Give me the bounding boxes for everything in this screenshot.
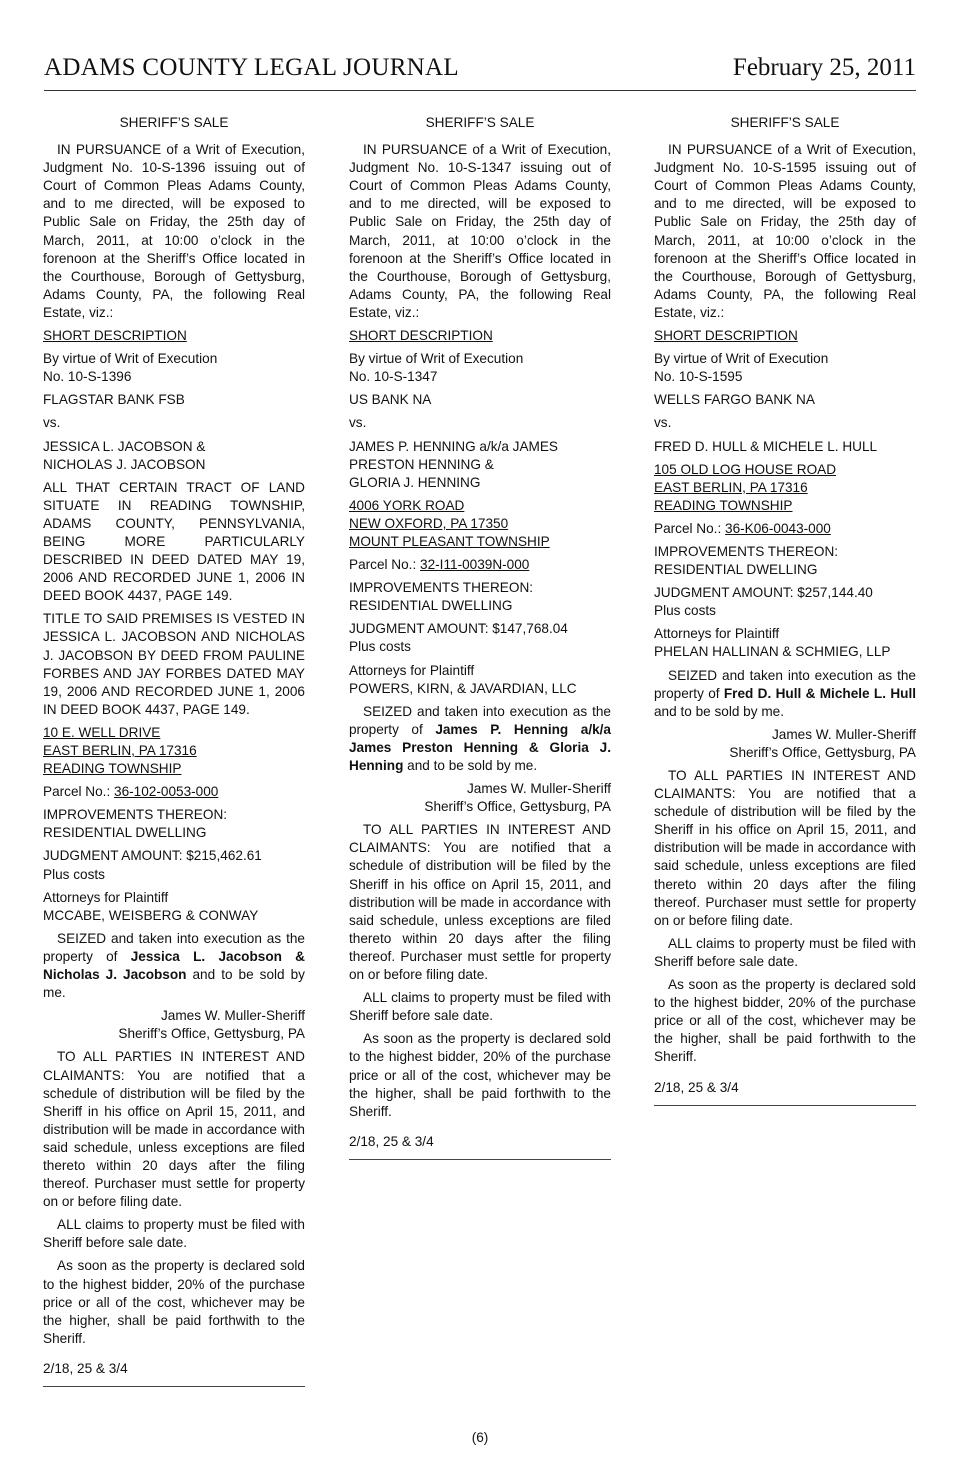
notice-intro: IN PURSUANCE of a Writ of Execution, Judgment No. 10-S-1595 issuing out of Court of Common Pleas Adams County, and to me directed, will be exposed to Public Sale on Friday, the 25th day of March, 2011, at 10:00 o’clock in the forenoon at the Sheriff’s Office located in the Courthouse, Borough of Gettysburg, Adams County, PA, the following Real Estate, viz.: (654, 142, 916, 320)
attorneys: Attorneys for Plaintiff MCCABE, WEISBERG & CONWAY (43, 889, 259, 923)
claims-notice: ALL claims to property must be filed with Sheriff before sale date. (349, 990, 611, 1024)
sheriff-signature: James W. Muller-Sheriff Sheriff’s Office, Gettysburg, PA (424, 781, 611, 815)
sheriff-sale-notice-1 (43, 114, 305, 1387)
payment-notice: As soon as the property is declared sold to the highest bidder, 20% of the purchase price or all of the cost, whichever may be the higher, shall be paid forthwith to the Sheriff. (654, 977, 916, 1065)
notice-title: SHERIFF’S SALE (730, 115, 840, 130)
seized-statement: SEIZED and taken into execution as the property of Jessica L. Jacobson & Nicholas J. Jacobson and to be sold by me. (43, 930, 305, 1001)
publication-dates: 2/18, 25 & 3/4 (349, 1133, 434, 1149)
versus: vs. (349, 415, 367, 431)
property-address: 4006 YORK ROAD NEW OXFORD, PA 17350 MOUNT PLEASANT TOWNSHIP (349, 497, 550, 549)
seized-statement: SEIZED and taken into execution as the property of Fred D. Hull & Michele L. Hull and to be sold by me. (654, 667, 916, 719)
property-address: 105 OLD LOG HOUSE ROAD EAST BERLIN, PA 17316 READING TOWNSHIP (654, 461, 837, 513)
writ-info: By virtue of Writ of Execution No. 10-S-1595 (654, 351, 829, 385)
sheriff-signature: James W. Muller-Sheriff Sheriff’s Office, Gettysburg, PA (729, 726, 916, 760)
claims-notice: ALL claims to property must be filed with Sheriff before sale date. (43, 1217, 305, 1251)
judgment-amount: JUDGMENT AMOUNT: $257,144.40 Plus costs (654, 585, 873, 619)
publication-dates: 2/18, 25 & 3/4 (43, 1360, 128, 1376)
page-number: (6) (471, 1430, 489, 1445)
short-description-heading: SHORT DESCRIPTION (654, 328, 798, 344)
notice-divider (43, 1386, 305, 1387)
parties-notice: TO ALL PARTIES IN INTEREST AND CLAIMANTS: You are notified that a schedule of distribution will be filed by the Sheriff in his office on April 15, 2011, and distribution will be made in accordance with said schedule, unless exceptions are filed thereto within 20 days after the filing thereof. Purchaser must settle for property on or before filing date. (43, 1049, 305, 1210)
parcel-number: Parcel No.: 36-K06-0043-000 (654, 520, 831, 536)
issue-date: February 25, 2011 (732, 54, 916, 81)
publication-dates: 2/18, 25 & 3/4 (654, 1079, 739, 1095)
title-vesting: TITLE TO SAID PREMISES IS VESTED IN JESSICA L. JACOBSON AND NICHOLAS J. JACOBSON BY DEED FROM PAULINE FORBES AND JAY FORBES DATED MAY 19, 2006 AND RECORDED JUNE 1, 2006 IN DEED BOOK 4437, PAGE 149. (43, 611, 305, 717)
improvements: IMPROVEMENTS THEREON: RESIDENTIAL DWELLING (349, 580, 534, 614)
sheriff-signature: James W. Muller-Sheriff Sheriff’s Office, Gettysburg, PA (118, 1008, 305, 1042)
improvements: IMPROVEMENTS THEREON: RESIDENTIAL DWELLING (43, 807, 228, 841)
writ-info: By virtue of Writ of Execution No. 10-S-1396 (43, 351, 218, 385)
plaintiff: US BANK NA (349, 392, 432, 408)
parcel-number: Parcel No.: 36-102-0053-000 (43, 784, 219, 800)
parcel-number: Parcel No.: 32-I11-0039N-000 (349, 557, 530, 573)
defendants: JAMES P. HENNING a/k/a JAMES PRESTON HENNING & GLORIA J. HENNING (349, 438, 558, 490)
sheriff-sale-notice-3 (654, 114, 916, 1106)
versus: vs. (43, 415, 61, 431)
legal-description: ALL THAT CERTAIN TRACT OF LAND SITUATE IN READING TOWNSHIP, ADAMS COUNTY, PENNSYLVANIA, BEING MORE PARTICULARLY DESCRIBED IN DEED DATED MAY 19, 2006 AND RECORDED JUNE 1, 2006 IN DEED BOOK 4437, PAGE 149. (43, 479, 305, 604)
notice-intro: IN PURSUANCE of a Writ of Execution, Judgment No. 10-S-1347 issuing out of Court of Common Pleas Adams County, and to me directed, will be exposed to Public Sale on Friday, the 25th day of March, 2011, at 10:00 o’clock in the forenoon at the Sheriff’s Office located in the Courthouse, Borough of Gettysburg, Adams County, PA, the following Real Estate, viz.: (349, 142, 611, 320)
defendants: JESSICA L. JACOBSON & NICHOLAS J. JACOBSON (43, 438, 206, 472)
seized-statement: SEIZED and taken into execution as the property of James P. Henning a/k/a James Preston Henning & Gloria J. Henning and to be sold by me. (349, 703, 611, 773)
journal-title: ADAMS COUNTY LEGAL JOURNAL (44, 54, 459, 81)
writ-info: By virtue of Writ of Execution No. 10-S-1347 (349, 351, 524, 385)
notice-divider (349, 1159, 611, 1160)
notice-intro: IN PURSUANCE of a Writ of Execution, Judgment No. 10-S-1396 issuing out of Court of Common Pleas Adams County, and to me directed, will be exposed to Public Sale on Friday, the 25th day of March, 2011, at 10:00 o’clock in the forenoon at the Sheriff’s Office located in the Courthouse, Borough of Gettysburg, Adams County, PA, the following Real Estate, viz.: (43, 142, 305, 320)
parties-notice: TO ALL PARTIES IN INTEREST AND CLAIMANTS: You are notified that a schedule of distribution will be filed by the Sheriff in his office on April 15, 2011, and distribution will be made in accordance with said schedule, unless exceptions are filed thereto within 20 days after the filing thereof. Purchaser must settle for property on or before filing date. (654, 768, 916, 928)
short-description-heading: SHORT DESCRIPTION (43, 328, 187, 344)
short-description-heading: SHORT DESCRIPTION (349, 328, 493, 344)
payment-notice: As soon as the property is declared sold to the highest bidder, 20% of the purchase price or all of the cost, whichever may be the higher, shall be paid forthwith to the Sheriff. (349, 1031, 611, 1119)
judgment-amount: JUDGMENT AMOUNT: $215,462.61 Plus costs (43, 848, 262, 882)
parties-notice: TO ALL PARTIES IN INTEREST AND CLAIMANTS: You are notified that a schedule of distribution will be filed by the Sheriff in his office on April 15, 2011, and distribution will be made in accordance with said schedule, unless exceptions are filed thereto within 20 days after the filing thereof. Purchaser must settle for property on or before filing date. (349, 822, 611, 983)
notice-title: SHERIFF’S SALE (119, 115, 229, 130)
sheriff-sale-notice-2 (349, 114, 611, 1160)
improvements: IMPROVEMENTS THEREON: RESIDENTIAL DWELLING (654, 543, 839, 578)
payment-notice: As soon as the property is declared sold to the highest bidder, 20% of the purchase price or all of the cost, whichever may be the higher, shall be paid forthwith to the Sheriff. (43, 1258, 305, 1346)
plaintiff: WELLS FARGO BANK NA (654, 392, 815, 408)
versus: vs. (654, 415, 672, 431)
attorneys: Attorneys for Plaintiff PHELAN HALLINAN & SCHMIEG, LLP (654, 626, 891, 660)
attorneys: Attorneys for Plaintiff POWERS, KIRN, & JAVARDIAN, LLC (349, 662, 577, 696)
notice-divider (654, 1105, 916, 1106)
judgment-amount: JUDGMENT AMOUNT: $147,768.04 Plus costs (349, 621, 568, 655)
plaintiff: FLAGSTAR BANK FSB (43, 392, 185, 408)
claims-notice: ALL claims to property must be filed with Sheriff before sale date. (654, 935, 916, 969)
defendants: FRED D. HULL & MICHELE L. HULL (654, 438, 878, 454)
notice-title: SHERIFF’S SALE (425, 115, 535, 130)
page-header (44, 54, 916, 91)
property-address: 10 E. WELL DRIVE EAST BERLIN, PA 17316 READING TOWNSHIP (43, 724, 197, 777)
